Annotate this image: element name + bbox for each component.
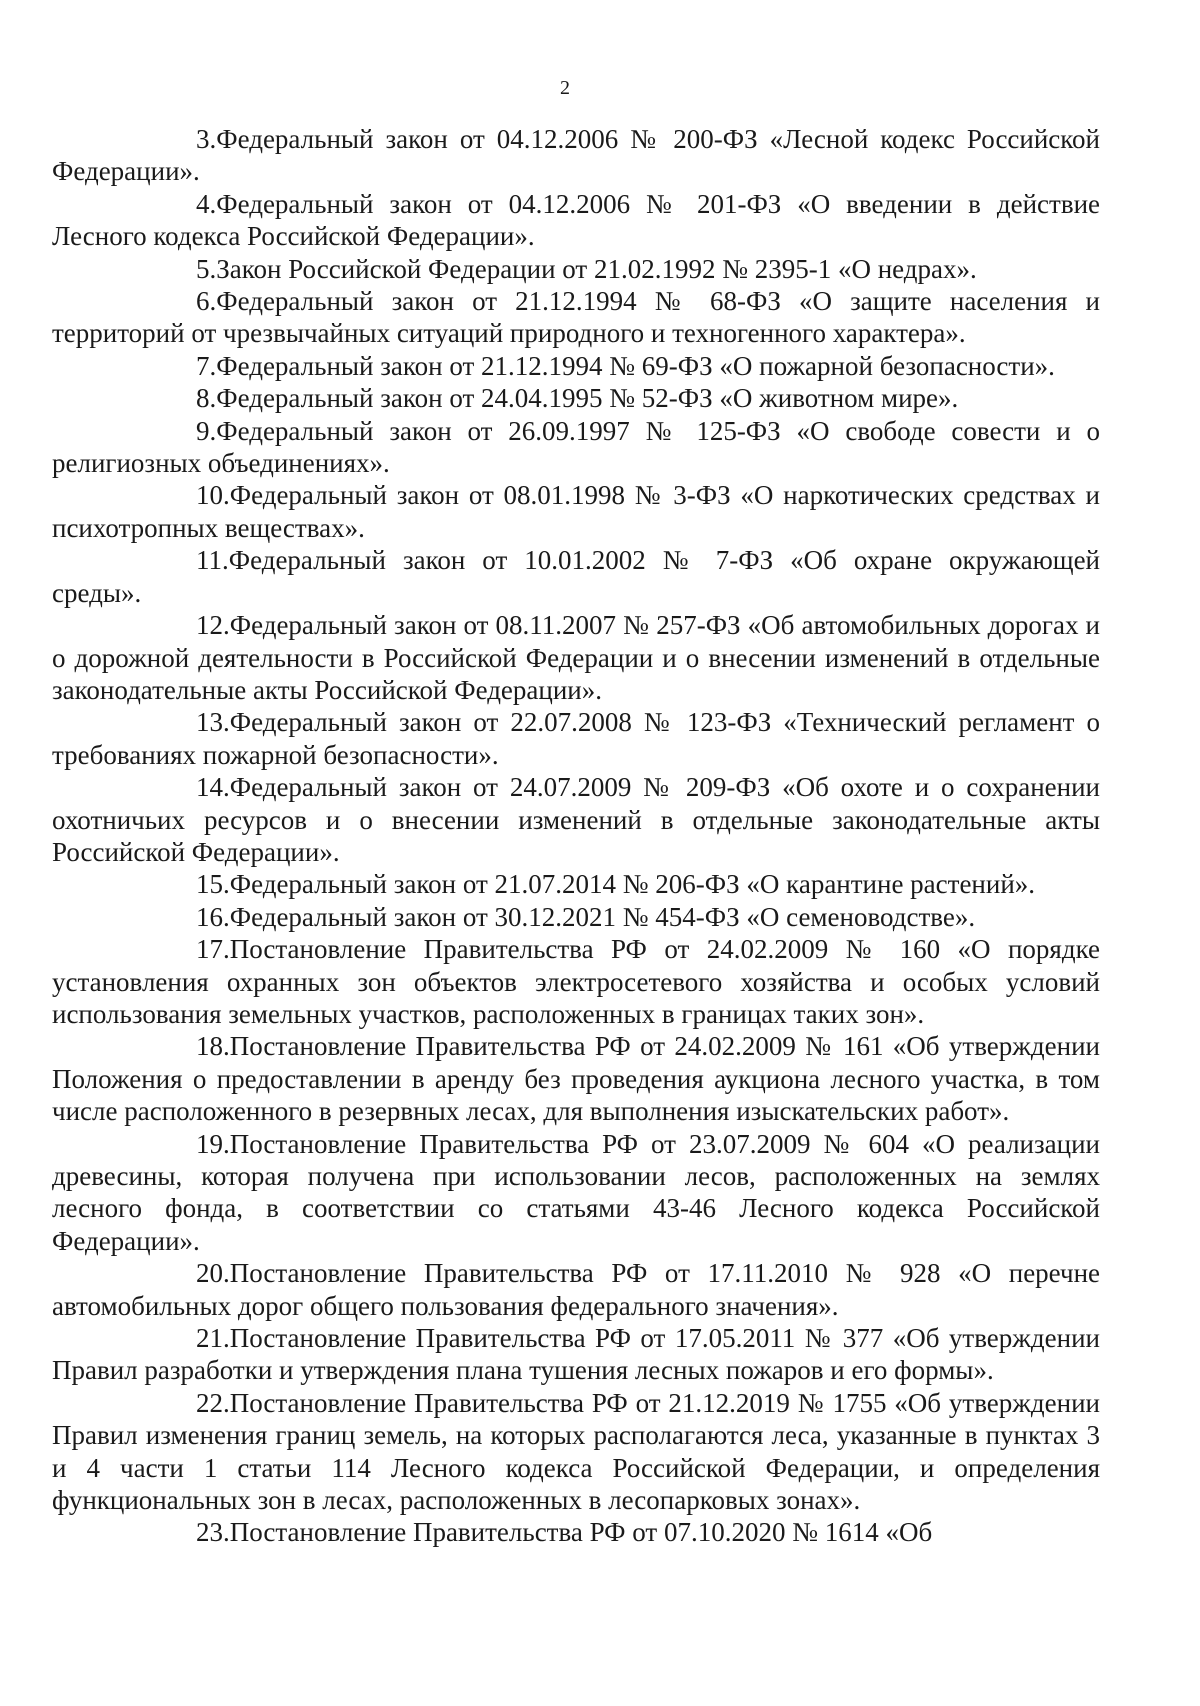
- item-number: 9.: [196, 415, 217, 446]
- list-item: [52, 123, 1100, 188]
- item-text: Федеральный закон от 30.12.2021 № 454-ФЗ «О семеноводстве».: [229, 901, 976, 932]
- list-item: [52, 901, 1100, 933]
- item-number: 14.: [196, 772, 230, 803]
- list-item: [52, 1030, 1100, 1127]
- list-item: [52, 1581, 1100, 1613]
- item-text: Федеральный закон от 21.07.2014 № 206-ФЗ «О карантине растений».: [229, 869, 1036, 900]
- list-item: [52, 1549, 1100, 1581]
- item-text: Федеральный закон от 21.12.1994 № 68-ФЗ «О защите населения и территорий от чрезвычайных ситуаций природного и техногенного характера».: [52, 286, 1100, 349]
- item-number: 23.: [196, 1517, 230, 1548]
- item-number: 16.: [196, 901, 230, 932]
- list-item: [52, 285, 1100, 350]
- item-number: 4.: [196, 188, 217, 219]
- list-item: [52, 350, 1100, 382]
- page-number: 2: [560, 77, 570, 99]
- item-number: 15.: [196, 869, 230, 900]
- item-text: Федеральный закон от 22.07.2008 № 123-ФЗ «Технический регламент о требованиях пожарной безопасности».: [52, 707, 1100, 770]
- list-item: [52, 415, 1100, 480]
- item-text: Федеральный закон от 04.12.2006 № 200-ФЗ «Лесной кодекс Российской Федерации».: [52, 124, 1100, 187]
- item-number: 13.: [196, 707, 230, 738]
- list-item: [52, 544, 1100, 609]
- item-text: Федеральный закон от 24.07.2009 № 209-ФЗ «Об охоте и о сохранении охотничьих ресурсов и о внесении изменений в отдельные законодательные акты Российской Федерации».: [52, 772, 1100, 867]
- item-number: 5.: [196, 253, 217, 284]
- item-number: 7.: [196, 350, 217, 381]
- list-item: [52, 771, 1100, 868]
- item-text: Постановление Правительства РФ от 07.10.2020 № 1614 «Об: [229, 1517, 933, 1548]
- item-number: 11.: [196, 545, 229, 576]
- list-item: [52, 188, 1100, 253]
- item-number: 22.: [196, 1387, 230, 1418]
- item-number: 6.: [196, 286, 217, 317]
- list-item: [52, 382, 1100, 414]
- item-number: 20.: [196, 1258, 230, 1289]
- item-number: 12.: [196, 610, 230, 641]
- list-item: [52, 609, 1100, 706]
- item-number: 8.: [196, 383, 217, 414]
- list-item: [52, 706, 1100, 771]
- item-text: Федеральный закон от 08.01.1998 № 3-ФЗ «О наркотических средствах и психотропных веществах».: [52, 480, 1100, 543]
- list-item: [52, 479, 1100, 544]
- item-text: Федеральный закон от 21.12.1994 № 69-ФЗ «О пожарной безопасности».: [216, 350, 1055, 381]
- item-number: 10.: [196, 480, 230, 511]
- list-item: [52, 253, 1100, 285]
- list-item: [52, 1257, 1100, 1322]
- list-item: [52, 1128, 1100, 1258]
- legal-acts-list: [52, 123, 1100, 1614]
- item-number: 19.: [196, 1128, 230, 1159]
- list-item: [52, 1322, 1100, 1387]
- item-text: Постановление Правительства РФ от 24.02.2009 № 161 «Об утверждении Положения о предоставлении в аренду без проведения аукциона лесного участка, в том числе расположенного в резервных лесах, для выполнения изыскательских работ».: [52, 1031, 1100, 1127]
- item-number: 21.: [196, 1323, 230, 1354]
- item-number: 17.: [196, 934, 230, 965]
- item-text: Постановление Правительства РФ от 17.05.2011 № 377 «Об утверждении Правил разработки и утверждения плана тушения лесных пожаров и его формы».: [52, 1323, 1100, 1386]
- list-item: [52, 1516, 1100, 1548]
- list-item: [52, 868, 1100, 900]
- item-number: 3.: [196, 124, 217, 154]
- item-text: Постановление Правительства РФ от 24.02.2009 № 160 «О порядке установления охранных зон объектов электросетевого хозяйства и особых условий использования земельных участков, расположенных в границах таких зон».: [52, 934, 1100, 1029]
- item-text: Федеральный закон от 26.09.1997 № 125-ФЗ «О свободе совести и о религиозных объединениях».: [52, 415, 1100, 479]
- item-text: Закон Российской Федерации от 21.02.1992 № 2395-1 «О недрах».: [216, 253, 977, 284]
- item-text: Федеральный закон от 10.01.2002 № 7-ФЗ «Об охране окружающей среды».: [52, 545, 1100, 608]
- item-text: Постановление Правительства РФ от 23.07.2009 № 604 «О реализации древесины, которая получена при использовании лесов, расположенных на землях лесного фонда, в соответствии со статьями 43-46 Лесного кодекса Российской Федерации».: [52, 1128, 1100, 1256]
- item-text: Федеральный закон от 04.12.2006 № 201-ФЗ «О введении в действие Лесного кодекса Российской Федерации».: [52, 188, 1100, 252]
- item-text: Постановление Правительства РФ от 21.12.2019 № 1755 «Об утверждении Правил изменения границ земель, на которых располагаются леса, указанные в пунктах 3 и 4 части 1 статьи 114 Лесного кодекса Российской Федерации, и определения функциональных зон в лесах, расположенных в лесопарковых зонах».: [52, 1387, 1100, 1516]
- list-item: [52, 1387, 1100, 1517]
- item-text: Постановление Правительства РФ от 17.11.2010 № 928 «О перечне автомобильных дорог общего пользования федерального значения».: [52, 1258, 1100, 1321]
- item-text: Федеральный закон от 08.11.2007 № 257-ФЗ «Об автомобильных дорогах и о дорожной деятельности в Российской Федерации и о внесении изменений в отдельные законодательные акты Российской Федерации».: [52, 610, 1100, 705]
- list-item: [52, 933, 1100, 1030]
- item-text: Федеральный закон от 24.04.1995 № 52-ФЗ «О животном мире».: [216, 383, 959, 414]
- item-number: 18.: [196, 1031, 230, 1062]
